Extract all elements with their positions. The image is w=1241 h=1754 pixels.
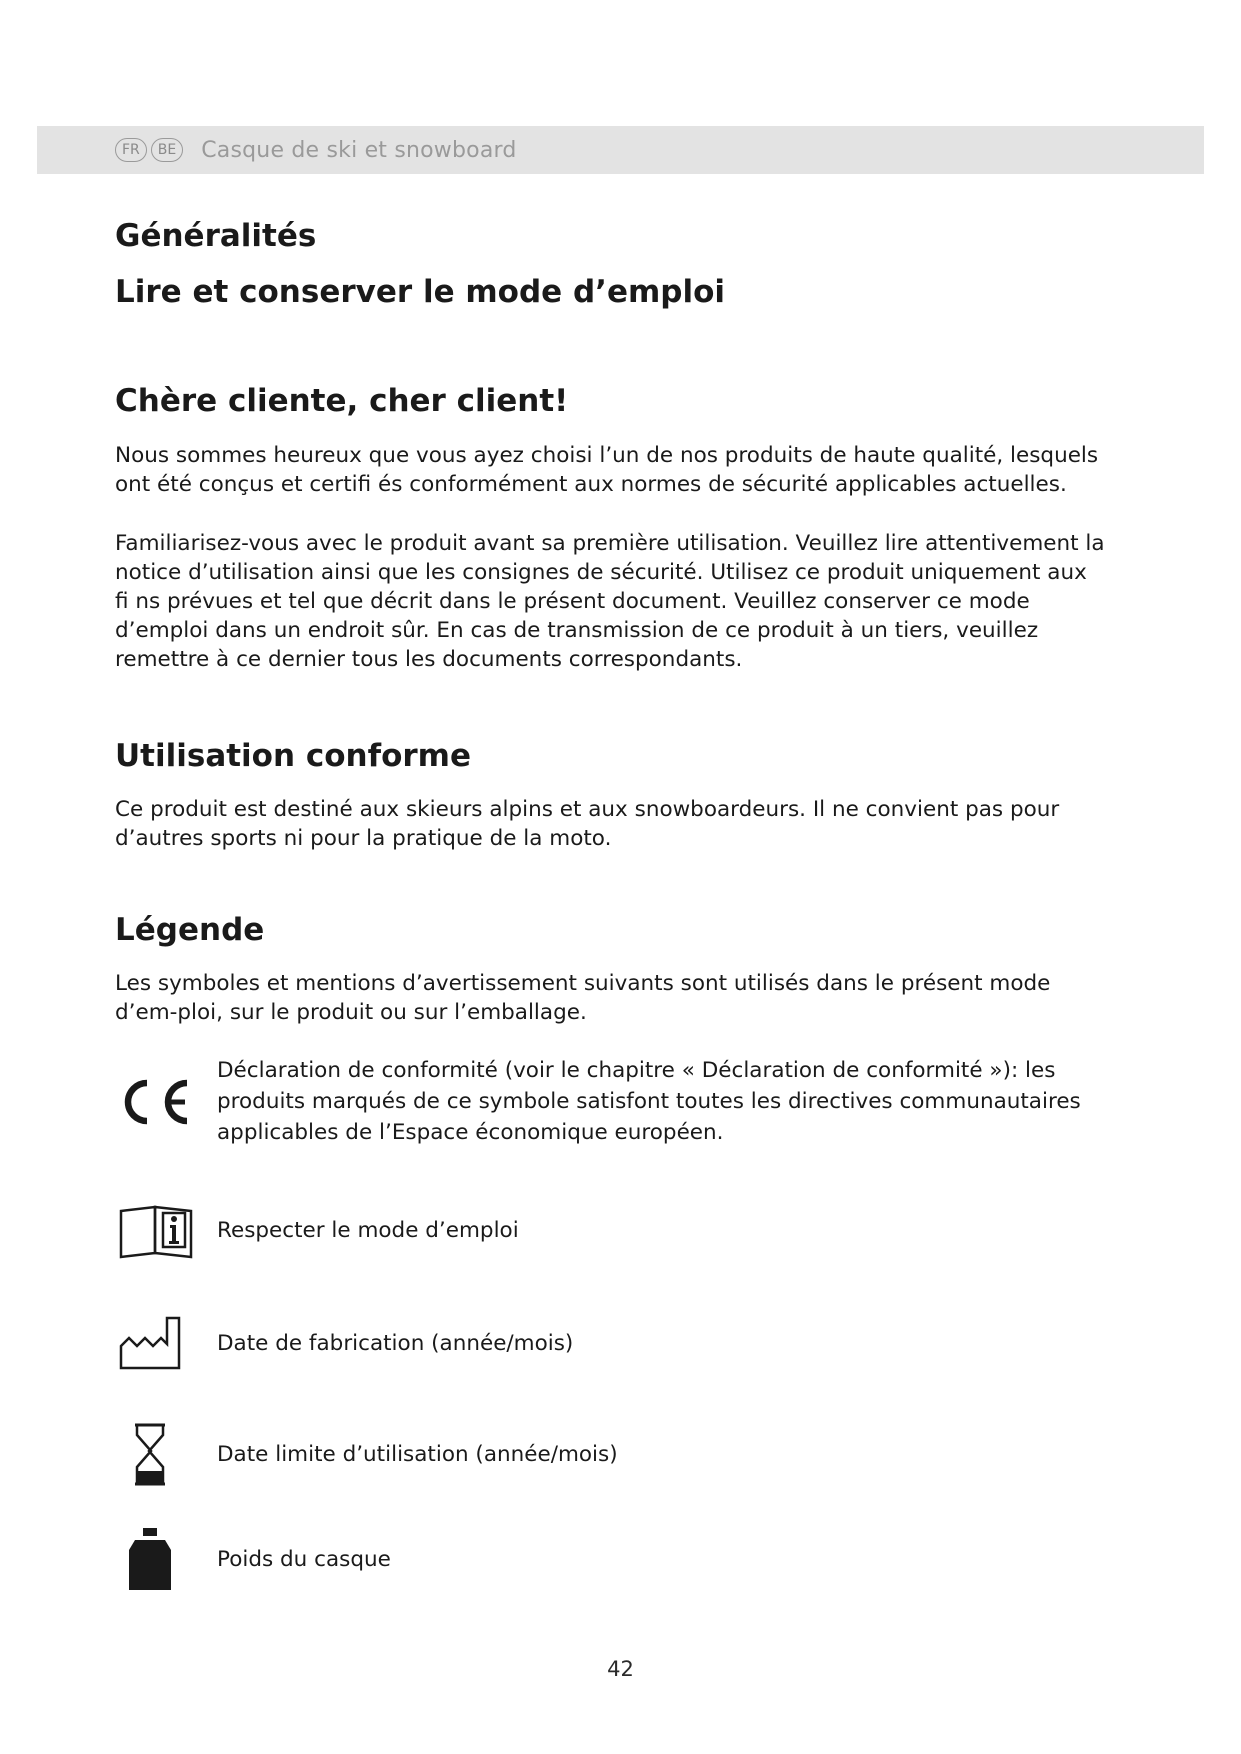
- legende-paragraph: Les symboles et mentions d’avertissement suivants sont utilisés dans le présent mode d’em-ploi, sur le produit ou sur l’emballage.: [115, 971, 1051, 1025]
- heading-lire-conserver: Lire et conserver le mode d’emploi: [115, 274, 726, 310]
- legend-item-ce: [115, 1055, 1105, 1148]
- hourglass-icon: [115, 1421, 195, 1487]
- legend-text-instructions: Respecter le mode d’emploi: [217, 1217, 519, 1243]
- legend-item-weight: [115, 1526, 1105, 1592]
- weight-icon: [115, 1526, 195, 1592]
- heading-legende: Légende: [115, 912, 265, 948]
- legend-item-expiry-date: [115, 1421, 1105, 1487]
- legend-text-weight: Poids du casque: [217, 1546, 391, 1572]
- instructions-book-icon: [115, 1201, 195, 1259]
- intro-paragraph-1: Nous sommes heureux que vous ayez choisi l’un de nos produits de haute qualité, lesquels ont été conçus et certifi és conformément aux normes de sécurité applicables actuelles.: [115, 443, 1099, 497]
- page-number: 42: [607, 1657, 634, 1681]
- manufacture-date-icon: [115, 1312, 195, 1374]
- legend-item-manufacture-date: [115, 1312, 1105, 1374]
- running-header: [37, 126, 1204, 174]
- heading-chere-cliente: Chère cliente, cher client!: [115, 383, 569, 419]
- legend-text-ce: Déclaration de conformité (voir le chapitre « Déclaration de conformité »): les produits marqués de ce symbole satisfont toutes les directives communautaires applicables de l’Espace économique européen.: [217, 1058, 1081, 1145]
- language-badge-fr: FR: [115, 138, 147, 162]
- heading-generalites: Généralités: [115, 218, 317, 254]
- legend-text-expiry-date: Date limite d’utilisation (année/mois): [217, 1441, 618, 1467]
- header-title: Casque de ski et snowboard: [201, 137, 517, 163]
- heading-utilisation-conforme: Utilisation conforme: [115, 738, 471, 774]
- ce-mark-icon: [115, 1071, 195, 1133]
- utilisation-paragraph: Ce produit est destiné aux skieurs alpins et aux snowboardeurs. Il ne convient pas pour d’autres sports ni pour la pratique de la moto.: [115, 797, 1060, 851]
- legend-text-manufacture-date: Date de fabrication (année/mois): [217, 1330, 574, 1356]
- language-badge-be: BE: [151, 138, 183, 162]
- legend-item-instructions: [115, 1201, 1105, 1259]
- intro-paragraph-2: Familiarisez-vous avec le produit avant sa première utilisation. Veuillez lire attentivement la notice d’utilisation ainsi que les consignes de sécurité. Utilisez ce produit uniquement aux fi ns prévues et tel que décrit dans le présent document. Veuillez conserver ce mode d’emploi dans un endroit sûr. En cas de transmission de ce produit à un tiers, veuillez remettre à ce dernier tous les documents correspondants.: [115, 531, 1105, 672]
